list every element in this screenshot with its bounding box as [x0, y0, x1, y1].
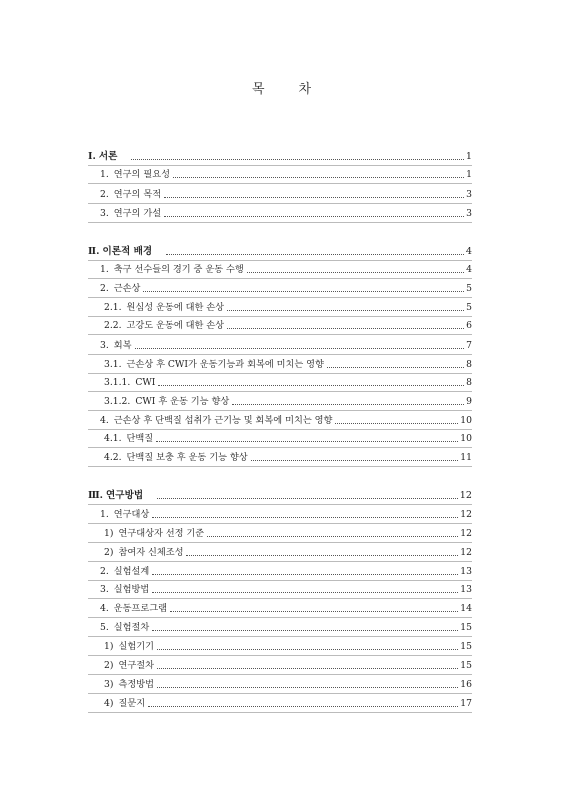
toc-leader-dots: [335, 422, 458, 424]
toc-entry-text: 연구대상: [113, 509, 150, 520]
toc-entry-number: 2.: [100, 283, 109, 294]
toc-entry-text: 실험방법: [113, 584, 150, 595]
toc-leader-dots: [135, 347, 465, 349]
toc-entry-label: [88, 527, 204, 541]
toc-entry-number: Ⅲ.: [88, 490, 104, 501]
toc-entry-row[interactable]: [88, 640, 472, 654]
toc-entry-number: 5.: [100, 622, 109, 633]
toc-leader-dots: [157, 497, 458, 499]
toc-entry-label: [88, 432, 153, 446]
toc-row-divider: [88, 391, 472, 392]
toc-leader-dots: [170, 610, 458, 612]
toc-leader-dots: [156, 440, 458, 442]
toc-entry-text: CWI: [135, 377, 156, 388]
toc-page-number: 12: [460, 509, 472, 520]
toc-entry-number: 2.1.: [104, 302, 122, 313]
toc-entry-label: [88, 319, 224, 333]
toc-entry-label: [88, 207, 161, 221]
toc-row-divider: [88, 334, 472, 335]
toc-entry-label: [88, 697, 145, 711]
toc-page-number: 12: [460, 528, 472, 539]
toc-entry-label: [88, 451, 248, 465]
toc-row-divider: [88, 655, 472, 656]
toc-entry-number: 4.: [100, 603, 109, 614]
toc-leader-dots: [232, 403, 464, 405]
toc-entry-label: [88, 168, 170, 182]
toc-entry-text: 실험절차: [113, 622, 150, 633]
toc-entry-row[interactable]: [88, 546, 472, 560]
toc-entry-text: 축구 선수들의 경기 중 운동 수행: [113, 264, 244, 275]
toc-page-number: 7: [466, 340, 472, 351]
toc-entry-row[interactable]: [88, 659, 472, 673]
toc-page-number: 8: [466, 377, 472, 388]
toc-entry-text: 근손상 후 CWI가 운동기능과 회복에 미치는 영향: [126, 359, 324, 370]
toc-page-number: 1: [465, 151, 472, 162]
toc-page-number: 12: [460, 547, 472, 558]
toc-entry-row[interactable]: [88, 282, 472, 296]
toc-entry-number: 2.: [100, 189, 109, 200]
toc-entry-label: [88, 339, 132, 353]
toc-page-number: 1: [466, 169, 472, 180]
toc-entry-number: 1.: [100, 169, 109, 180]
toc-entry-number: 4.: [100, 415, 109, 426]
toc-entry-row[interactable]: [88, 697, 472, 711]
toc-row-divider: [88, 617, 472, 618]
toc-page-number: 3: [466, 189, 472, 200]
toc-leader-dots: [152, 516, 458, 518]
toc-page-number: 5: [466, 283, 472, 294]
toc-entry-label: [88, 546, 183, 560]
toc-row-divider: [88, 580, 472, 581]
toc-entry-number: 2): [104, 547, 114, 558]
toc-leader-dots: [158, 384, 464, 386]
toc-entry-number: 1.: [100, 264, 109, 275]
toc-leader-dots: [186, 554, 458, 556]
toc-row-divider: [88, 693, 472, 694]
toc-entry-row[interactable]: [88, 414, 472, 428]
toc-page-number: 15: [460, 641, 472, 652]
toc-entry-number: 3.: [100, 584, 109, 595]
toc-entry-text: 연구의 가설: [113, 208, 162, 219]
toc-entry-row[interactable]: [88, 621, 472, 635]
toc-entry-number: Ⅱ.: [88, 246, 100, 257]
toc-entry-label: [88, 263, 244, 277]
toc-entry-text: 이론적 배경: [102, 246, 153, 257]
toc-entry-number: 3.: [100, 340, 109, 351]
toc-entry-label: [88, 301, 224, 315]
toc-row-divider: [88, 598, 472, 599]
toc-entry-label: [88, 245, 152, 259]
toc-page-number: 15: [460, 622, 472, 633]
toc-entry-label: [88, 508, 149, 522]
toc-entry-number: 2.: [100, 566, 109, 577]
toc-leader-dots: [247, 271, 464, 273]
toc-entry-text: 운동프로그램: [113, 603, 168, 614]
toc-entry-row[interactable]: [88, 376, 472, 390]
toc-entry-label: [88, 602, 167, 616]
toc-entry-label: [88, 659, 154, 673]
toc-row-divider: [88, 260, 472, 261]
toc-entry-row[interactable]: [88, 451, 472, 465]
toc-entry-number: 3.1.: [104, 359, 122, 370]
toc-entry-text: 실험설계: [113, 566, 150, 577]
toc-entry-label: [88, 358, 324, 372]
toc-entry-label: [88, 583, 149, 597]
toc-entry-label: [88, 150, 117, 164]
toc-entry-row[interactable]: [88, 565, 472, 579]
toc-entry-text: 연구절차: [118, 660, 154, 671]
toc-section-row[interactable]: [88, 150, 472, 164]
toc-row-divider: [88, 542, 472, 543]
toc-entry-text: 원심성 운동에 대한 손상: [126, 302, 225, 313]
toc-leader-dots: [166, 253, 464, 255]
toc-entry-text: 단백질 보충 후 운동 기능 향상: [126, 452, 248, 463]
toc-entry-number: Ⅰ.: [88, 151, 96, 162]
toc-entry-number: 1.: [100, 509, 109, 520]
toc-page-number: 6: [466, 320, 472, 331]
toc-entry-row[interactable]: [88, 678, 472, 692]
toc-entry-number: 4.2.: [104, 452, 122, 463]
toc-entry-row[interactable]: [88, 508, 472, 522]
toc-row-divider: [88, 636, 472, 637]
toc-entry-label: [88, 395, 229, 409]
toc-page-number: 3: [466, 208, 472, 219]
toc-row-divider: [88, 523, 472, 524]
toc-entry-row[interactable]: [88, 339, 472, 353]
toc-entry-number: 2.2.: [104, 320, 122, 331]
toc-page-number: 10: [460, 415, 472, 426]
toc-leader-dots: [207, 535, 458, 537]
toc-entry-row[interactable]: [88, 602, 472, 616]
toc-entry-number: 3.: [100, 208, 109, 219]
toc-row-divider: [88, 278, 472, 279]
toc-entry-row[interactable]: [88, 395, 472, 409]
toc-page-number: 5: [466, 302, 472, 313]
toc-entry-text: 실험기기: [118, 641, 154, 652]
toc-row-divider: [88, 316, 472, 317]
toc-entry-row[interactable]: [88, 188, 472, 202]
toc-row-divider: [88, 504, 472, 505]
page-title-left: 목: [251, 82, 265, 97]
toc-entry-text: 참여자 신체조성: [118, 547, 184, 558]
toc-row-divider: [88, 373, 472, 374]
toc-page-number: 8: [466, 359, 472, 370]
toc-entry-label: [88, 678, 154, 692]
toc-page-number: 9: [466, 396, 472, 407]
toc-leader-dots: [152, 591, 458, 593]
toc-entry-label: [88, 188, 161, 202]
toc-leader-dots: [164, 215, 464, 217]
toc-leader-dots: [152, 629, 458, 631]
toc-entry-text: 연구방법: [106, 490, 144, 501]
toc-entry-text: 연구의 필요성: [113, 169, 170, 180]
toc-section-row[interactable]: [88, 245, 472, 259]
toc-entry-row[interactable]: [88, 319, 472, 333]
toc-entry-row[interactable]: [88, 301, 472, 315]
toc-entry-row[interactable]: [88, 358, 472, 372]
toc-entry-row[interactable]: [88, 168, 472, 182]
toc-leader-dots: [251, 459, 459, 461]
toc-entry-text: 측정방법: [118, 679, 154, 690]
toc-entry-row[interactable]: [88, 583, 472, 597]
toc-entry-number: 3.1.2.: [104, 396, 131, 407]
page-title: [0, 78, 563, 97]
toc-page-number: 11: [460, 452, 472, 463]
toc-leader-dots: [157, 667, 458, 669]
toc-entry-number: 4.1.: [104, 433, 122, 444]
toc-row-divider: [88, 674, 472, 675]
toc-entry-number: 1): [104, 528, 114, 539]
toc-row-divider: [88, 712, 472, 713]
toc-leader-dots: [152, 573, 458, 575]
toc-entry-text: 회복: [113, 340, 132, 351]
toc-entry-text: 연구의 목적: [113, 189, 162, 200]
toc-entry-text: 단백질: [126, 433, 154, 444]
toc-row-divider: [88, 466, 472, 467]
toc-entry-number: 3): [104, 679, 114, 690]
toc-entry-row[interactable]: [88, 263, 472, 277]
toc-leader-dots: [227, 327, 464, 329]
toc-page-number: 16: [460, 679, 472, 690]
toc-entry-number: 1): [104, 641, 114, 652]
toc-row-divider: [88, 183, 472, 184]
toc-entry-text: 연구대상자 선정 기준: [118, 528, 205, 539]
toc-row-divider: [88, 354, 472, 355]
toc-page-number: 4: [465, 246, 472, 257]
toc-leader-dots: [157, 648, 458, 650]
toc-entry-label: [88, 282, 140, 296]
toc-entry-text: 질문지: [118, 698, 146, 709]
toc-row-divider: [88, 297, 472, 298]
toc-entry-row[interactable]: [88, 527, 472, 541]
toc-section-row[interactable]: [88, 489, 472, 503]
toc-entry-text: 근손상 후 단백질 섭취가 근기능 및 회복에 미치는 영향: [113, 415, 333, 426]
toc-page-number: 12: [459, 490, 472, 501]
toc-entry-row[interactable]: [88, 207, 472, 221]
toc-entry-number: 4): [104, 698, 114, 709]
toc-entry-number: 2): [104, 660, 114, 671]
toc-leader-dots: [143, 290, 464, 292]
toc-row-divider: [88, 429, 472, 430]
toc-leader-dots: [173, 176, 464, 178]
toc-leader-dots: [327, 366, 464, 368]
toc-page-number: 13: [460, 584, 472, 595]
toc-entry-label: [88, 489, 143, 503]
toc-row-divider: [88, 447, 472, 448]
toc-entry-text: 고강도 운동에 대한 손상: [126, 320, 225, 331]
toc-row-divider: [88, 165, 472, 166]
toc-entry-label: [88, 621, 149, 635]
toc-leader-dots: [157, 686, 458, 688]
toc-entry-text: 근손상: [113, 283, 141, 294]
toc-leader-dots: [164, 196, 464, 198]
toc-leader-dots: [131, 158, 464, 160]
toc-entry-text: 서론: [98, 151, 118, 162]
toc-page-number: 13: [460, 566, 472, 577]
toc-entry-row[interactable]: [88, 432, 472, 446]
toc-row-divider: [88, 561, 472, 562]
toc-entry-label: [88, 376, 155, 390]
toc-entry-text: CWI 후 운동 기능 향상: [135, 396, 230, 407]
toc-page-number: 14: [460, 603, 472, 614]
toc-entry-label: [88, 414, 332, 428]
toc-leader-dots: [227, 309, 464, 311]
toc-row-divider: [88, 410, 472, 411]
toc-row-divider: [88, 222, 472, 223]
toc-page-number: 15: [460, 660, 472, 671]
toc-entry-number: 3.1.1.: [104, 377, 131, 388]
toc-leader-dots: [148, 705, 458, 707]
toc-entry-label: [88, 565, 149, 579]
toc-page-number: 4: [466, 264, 472, 275]
toc-row-divider: [88, 203, 472, 204]
toc-page-number: 10: [460, 433, 472, 444]
page-title-right: 차: [298, 82, 312, 97]
toc-page-number: 17: [460, 698, 472, 709]
toc-entry-label: [88, 640, 154, 654]
